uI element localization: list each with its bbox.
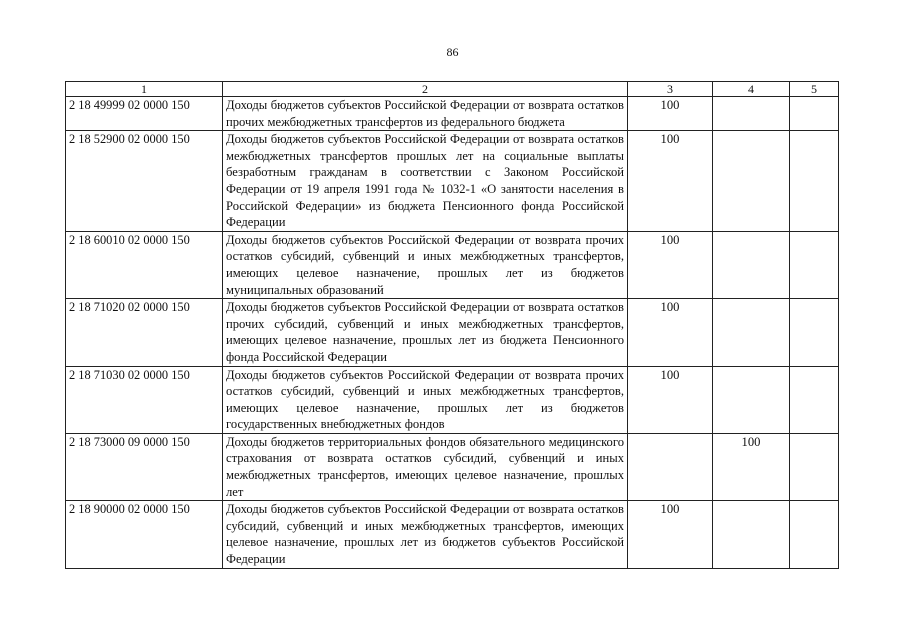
value-col-4 xyxy=(713,501,790,568)
revenue-description: Доходы бюджетов субъектов Российской Федерации от возврата остатков прочих субсидий, субвенций и иных межбюджетных трансфертов, имеющих целевое назначение, прошлых лет из бюджета Пенсионного фонда Российской Федерации xyxy=(223,299,628,366)
value-col-3: 100 xyxy=(628,366,713,433)
value-col-5 xyxy=(790,131,839,232)
value-col-4 xyxy=(713,131,790,232)
table-row xyxy=(66,97,839,131)
value-col-5 xyxy=(790,299,839,366)
value-col-4 xyxy=(713,366,790,433)
value-col-4 xyxy=(713,299,790,366)
value-col-4 xyxy=(713,97,790,131)
column-header-1: 1 xyxy=(66,82,223,97)
column-header-3: 3 xyxy=(628,82,713,97)
value-col-3: 100 xyxy=(628,299,713,366)
budget-code: 2 18 49999 02 0000 150 xyxy=(66,97,223,131)
budget-revenue-table xyxy=(65,81,839,569)
table-row xyxy=(66,131,839,232)
page-number: 86 xyxy=(446,45,459,59)
value-col-3: 100 xyxy=(628,501,713,568)
table-row xyxy=(66,299,839,366)
value-col-3: 100 xyxy=(628,231,713,298)
revenue-description: Доходы бюджетов субъектов Российской Федерации от возврата остатков межбюджетных трансфертов прошлых лет на социальные выплаты безработным гражданам в соответствии с Законом Российской Федерации от 19 апреля 1991 года № 1032-1 «О занятости населения в Российской Федерации» из бюджета Пенсионного фонда Российской Федерации xyxy=(223,131,628,232)
value-col-5 xyxy=(790,231,839,298)
budget-code: 2 18 71030 02 0000 150 xyxy=(66,366,223,433)
value-col-3: 100 xyxy=(628,131,713,232)
budget-code: 2 18 52900 02 0000 150 xyxy=(66,131,223,232)
value-col-3: 100 xyxy=(628,97,713,131)
revenue-description: Доходы бюджетов субъектов Российской Федерации от возврата остатков прочих межбюджетных трансфертов из федерального бюджета xyxy=(223,97,628,131)
budget-code: 2 18 73000 09 0000 150 xyxy=(66,433,223,500)
budget-code: 2 18 60010 02 0000 150 xyxy=(66,231,223,298)
revenue-description: Доходы бюджетов субъектов Российской Федерации от возврата прочих остатков субсидий, субвенций и иных межбюджетных трансфертов, имеющих целевое назначение, прошлых лет из бюджетов муниципальных образований xyxy=(223,231,628,298)
table-row xyxy=(66,501,839,568)
value-col-4 xyxy=(713,231,790,298)
table-header-row xyxy=(66,82,839,97)
revenue-description: Доходы бюджетов субъектов Российской Федерации от возврата остатков субсидий, субвенций и иных межбюджетных трансфертов, имеющих целевое назначение, прошлых лет из бюджетов субъектов Российской Федерации xyxy=(223,501,628,568)
value-col-5 xyxy=(790,501,839,568)
table-row xyxy=(66,366,839,433)
table-row xyxy=(66,231,839,298)
table-row xyxy=(66,433,839,500)
value-col-5 xyxy=(790,97,839,131)
column-header-4: 4 xyxy=(713,82,790,97)
value-col-5 xyxy=(790,433,839,500)
column-header-5: 5 xyxy=(790,82,839,97)
value-col-5 xyxy=(790,366,839,433)
revenue-description: Доходы бюджетов субъектов Российской Федерации от возврата прочих остатков субсидий, субвенций и иных межбюджетных трансфертов, имеющих целевое назначение, прошлых лет из бюджетов государственных внебюджетных фондов xyxy=(223,366,628,433)
budget-code: 2 18 71020 02 0000 150 xyxy=(66,299,223,366)
value-col-3 xyxy=(628,433,713,500)
value-col-4: 100 xyxy=(713,433,790,500)
revenue-description: Доходы бюджетов территориальных фондов обязательного медицинского страхования от возврата остатков субсидий, субвенций и иных межбюджетных трансфертов, имеющих целевое назначение, прошлых лет xyxy=(223,433,628,500)
column-header-2: 2 xyxy=(223,82,628,97)
budget-code: 2 18 90000 02 0000 150 xyxy=(66,501,223,568)
